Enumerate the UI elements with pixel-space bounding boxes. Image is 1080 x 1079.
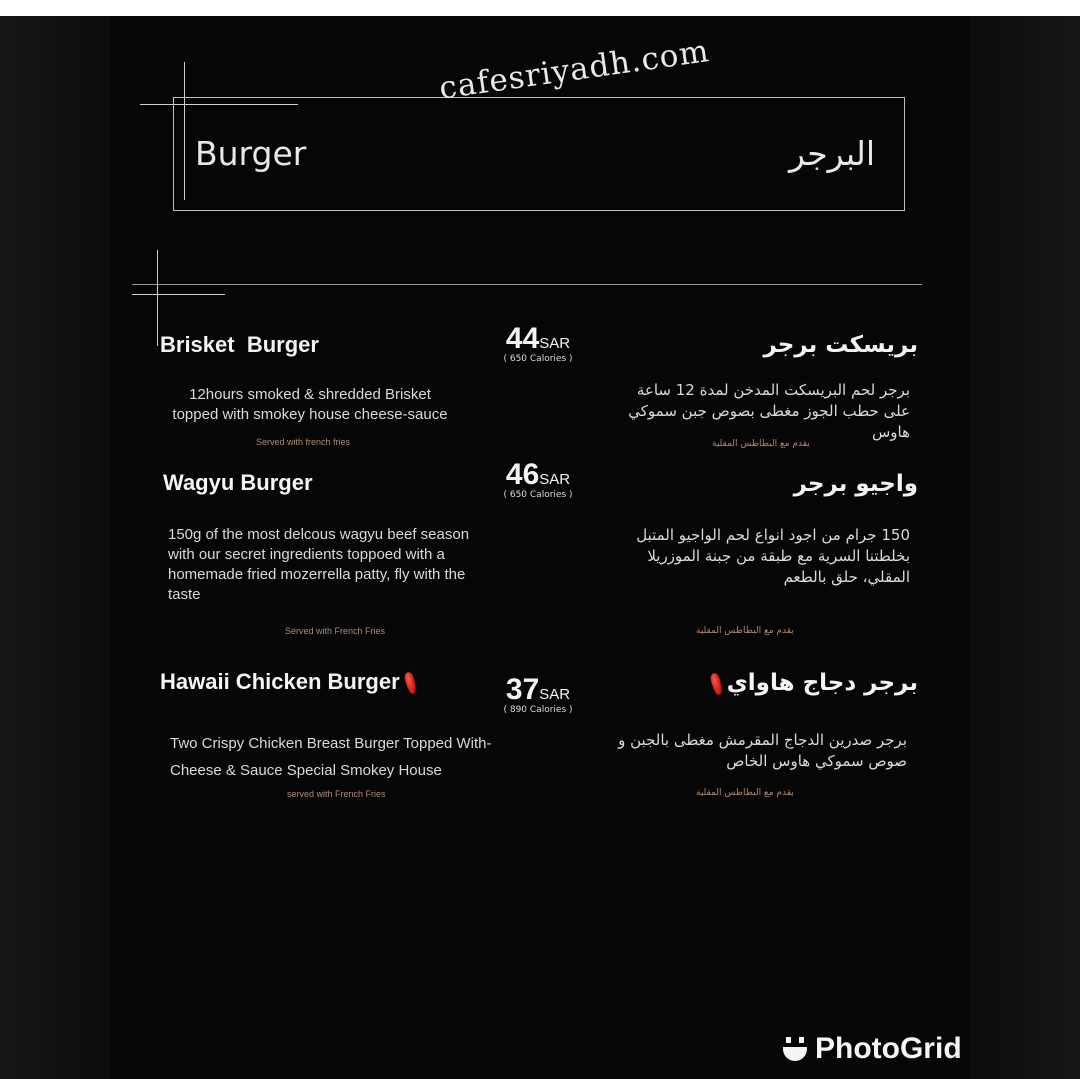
item-description-ar: برجر صدرين الدجاج المقرمش مغطى بالجبن و صوص سموكي هاوس الخاص [618,731,907,770]
watermark: cafesriyadh.com [437,33,712,107]
left-shade [0,16,110,1079]
section-cross-vertical [157,250,158,346]
item-name-ar: بريسكت برجر [763,332,918,358]
served-note-ar: يقدم مع البطاطس المقلية [712,439,810,449]
item-description-ar: 150 جرام من اجود انواع لحم الواجيو المتبل بخلطتنا السرية مع طبقة من جبنة الموزريلا المقلي، حلق بالطعم [636,526,910,586]
price-value: 37 [505,673,540,706]
price-currency: SAR [539,686,571,703]
item-name-en: Brisket Burger [160,332,319,357]
served-note-en: served with French Fries [287,789,386,799]
price-value: 46 [505,458,540,491]
photogrid-brand: PhotoGrid [815,1032,962,1065]
price-currency: SAR [539,471,571,488]
item-description-ar: برجر لحم البريسكت المدخن لمدة 12 ساعة على حطب الجوز مغطى بصوص جبن سموكي هاوس [628,381,910,441]
item-name-en [160,669,421,695]
item-name-ar [706,670,918,696]
photogrid-logo [783,1032,962,1066]
item-name-en-text: Hawaii Chicken Burger [160,669,400,694]
item-price [493,673,583,715]
section-divider [132,284,922,285]
served-note-en: Served with French Fries [285,626,386,636]
item-name-ar: واجيو برجر [793,471,918,497]
price-currency: SAR [539,335,571,352]
item-name-en: Wagyu Burger [163,470,313,495]
served-note-en: Served with french fries [256,437,351,447]
served-note-ar: يقدم مع البطاطس المقلية [696,788,794,798]
price-value: 44 [505,322,540,355]
item-name-ar-text: برجر دجاج هاواي [726,670,918,696]
item-price [493,322,583,364]
item-description-en: 150g of the most delcous wagyu beef season with our secret ingredients toppoed with a homemade fried mozerrella patty, fly with the taste [168,526,470,603]
chili-pepper-icon [709,672,723,696]
page-title-ar: البرجر [789,134,875,173]
item-description-en: Two Crispy Chicken Breast Burger Topped With- Cheese & Sauce Special Smokey House [170,735,492,779]
right-shade [970,16,1080,1079]
chili-pepper-icon [403,671,417,695]
page-title-en: Burger [195,134,307,173]
calories: ( 890 Calories ) [503,705,573,715]
served-note-ar: يقدم مع البطاطس المقلية [696,626,794,636]
section-cross-horizontal [132,294,225,295]
calories: ( 650 Calories ) [503,490,573,500]
item-description-en: 12hours smoked & shredded Brisket topped with smokey house cheese-sauce [172,386,448,423]
item-price [493,458,583,500]
calories: ( 650 Calories ) [503,354,573,364]
photogrid-smile-icon [783,1037,807,1061]
menu-frame [0,16,1080,1079]
